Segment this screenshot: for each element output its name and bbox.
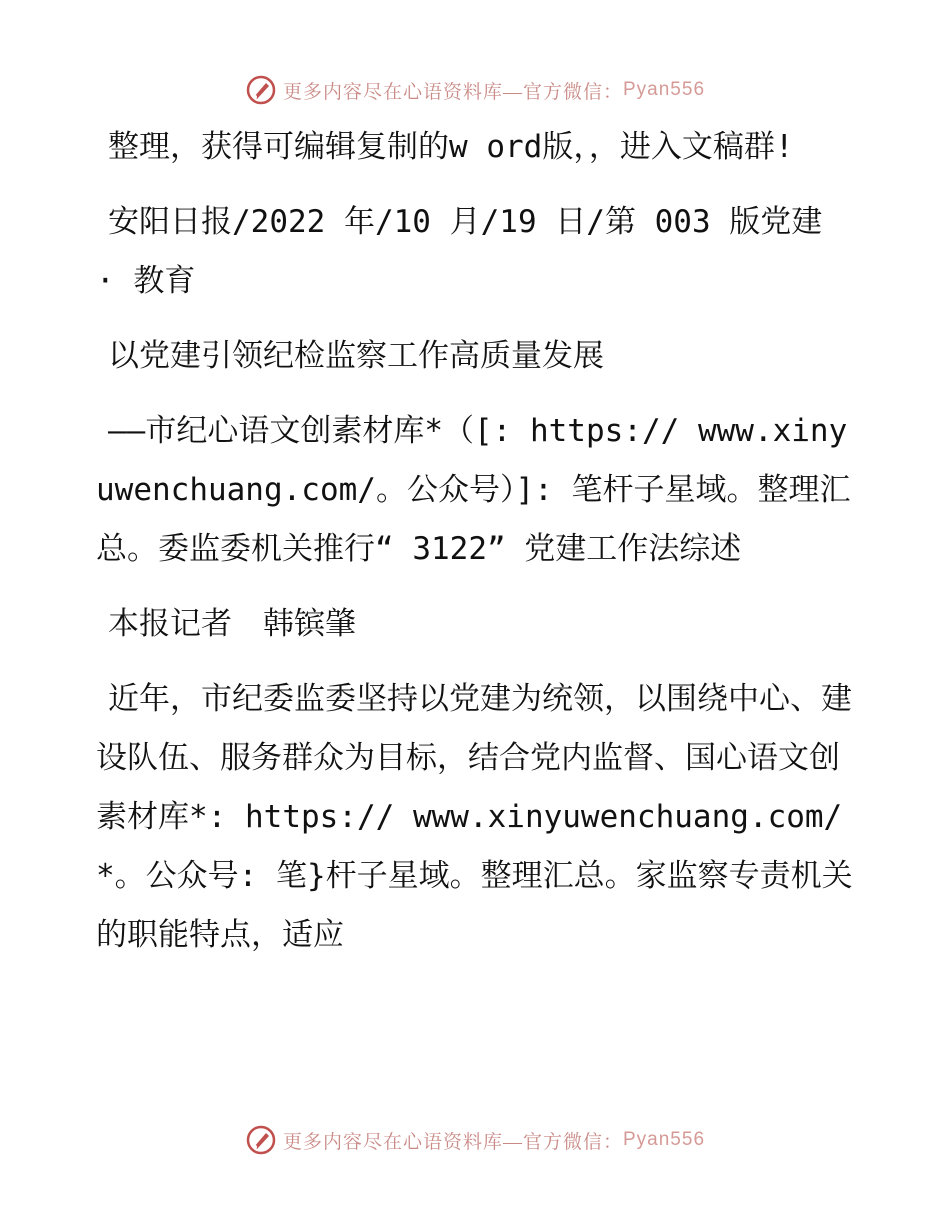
watermark-header	[0, 70, 950, 110]
dateline: 安阳日报/2022 年/10 月/19 日/第 003 版党建 · 教育	[96, 204, 823, 299]
article-subtitle: ——市纪心语文创素材库*（[: https:// www.xinyuwenchuang.com/。公众号）]: 笔杆子星域。整理汇总。委监委机关推行“ 3122” 党建工作法综述	[96, 413, 851, 567]
byline: 本报记者 韩镔肇	[108, 606, 356, 642]
watermark-text: 更多内容尽在心语资料库—官方微信：	[282, 1131, 623, 1153]
watermark-wechat-id: Pyan556	[623, 1129, 706, 1150]
article-title: 以党建引领纪检监察工作高质量发展	[108, 338, 604, 374]
watermark-wechat-id: Pyan556	[623, 79, 706, 100]
body-paragraph: 近年，市纪委监委坚持以党建为统领，以围绕中心、建设队伍、服务群众为目标，结合党内监督、国心语文创素材库*: https:// www.xinyuwenchuang.com/*。公众号: 笔}杆子星域。整理汇总。家监察专责机关的职能特点，适应	[96, 681, 853, 953]
document-body	[96, 118, 856, 965]
pen-circle-icon	[245, 1124, 277, 1156]
watermark-text: 更多内容尽在心语资料库—官方微信：	[282, 81, 623, 103]
watermark-footer	[0, 1120, 950, 1160]
intro-paragraph: 整理，获得可编辑复制的w ord版，，进入文稿群!	[108, 129, 794, 165]
pen-circle-icon	[245, 74, 277, 106]
